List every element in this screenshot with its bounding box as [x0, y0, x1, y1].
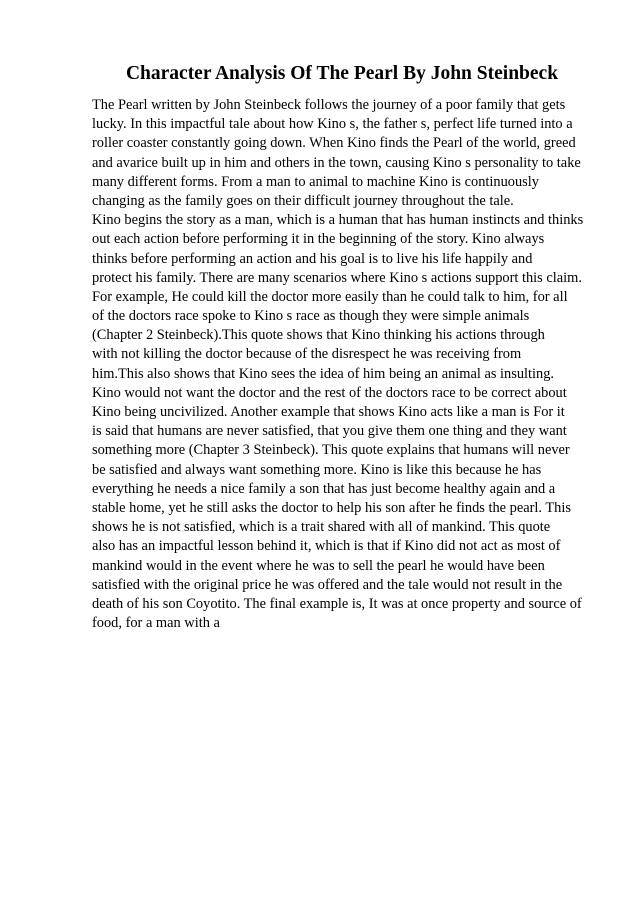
- body-line: mankind would in the event where he was to sell the pearl he would have been: [92, 557, 545, 574]
- body-line: something more (Chapter 3 Steinbeck). This quote explains that humans will never: [92, 442, 570, 459]
- body-line: lucky. In this impactful tale about how Kino s, the father s, perfect life turned into a: [92, 116, 573, 133]
- document-body: [92, 96, 612, 633]
- body-line: be satisfied and always want something more. Kino is like this because he has: [92, 461, 542, 478]
- body-line: of the doctors race spoke to Kino s race as though they were simple animals: [92, 308, 530, 325]
- body-line: him.This also shows that Kino sees the idea of him being an animal as insulting.: [92, 365, 555, 382]
- body-line: many different forms. From a man to animal to machine Kino is continuously: [92, 173, 539, 190]
- body-line: also has an impactful lesson behind it, which is that if Kino did not act as most of: [92, 538, 561, 555]
- body-line: thinks before performing an action and his goal is to live his life happily and: [92, 250, 533, 267]
- body-line: The Pearl written by John Steinbeck follows the journey of a poor family that gets: [92, 97, 566, 113]
- body-line: Kino begins the story as a man, which is a human that has human instincts and thinks: [92, 212, 584, 229]
- body-line: death of his son Coyotito. The final example is, It was at once property and source of: [92, 595, 582, 612]
- body-line: changing as the family goes on their difficult journey throughout the tale.: [92, 192, 514, 209]
- body-line: Kino being uncivilized. Another example that shows Kino acts like a man is For it: [92, 404, 565, 420]
- body-line: and avarice built up in him and others in the town, causing Kino s personality to take: [92, 154, 581, 171]
- body-line: stable home, yet he still asks the doctor to help his son after he finds the pearl. This: [92, 499, 571, 516]
- body-line: For example, He could kill the doctor more easily than he could talk to him, for all: [92, 288, 568, 305]
- body-line: everything he needs a nice family a son that has just become healthy again and a: [92, 480, 556, 497]
- body-line: satisfied with the original price he was offered and the tale would not result in the: [92, 576, 563, 593]
- body-line: is said that humans are never satisfied, that you give them one thing and they want: [92, 423, 567, 440]
- body-line: roller coaster constantly going down. When Kino finds the Pearl of the world, greed: [92, 135, 576, 152]
- body-line: out each action before performing it in the beginning of the story. Kino always: [92, 231, 545, 248]
- body-line: food, for a man with a: [92, 615, 220, 632]
- body-line: with not killing the doctor because of the disrespect he was receiving from: [92, 346, 522, 363]
- body-line: shows he is not satisfied, which is a trait shared with all of mankind. This quote: [92, 519, 551, 536]
- document-title: Character Analysis Of The Pearl By John Steinbeck: [125, 63, 559, 84]
- body-line: Kino would not want the doctor and the rest of the doctors race to be correct about: [92, 384, 567, 401]
- body-line: (Chapter 2 Steinbeck).This quote shows that Kino thinking his actions through: [92, 327, 545, 344]
- body-line: protect his family. There are many scenarios where Kino s actions support this claim.: [92, 269, 582, 286]
